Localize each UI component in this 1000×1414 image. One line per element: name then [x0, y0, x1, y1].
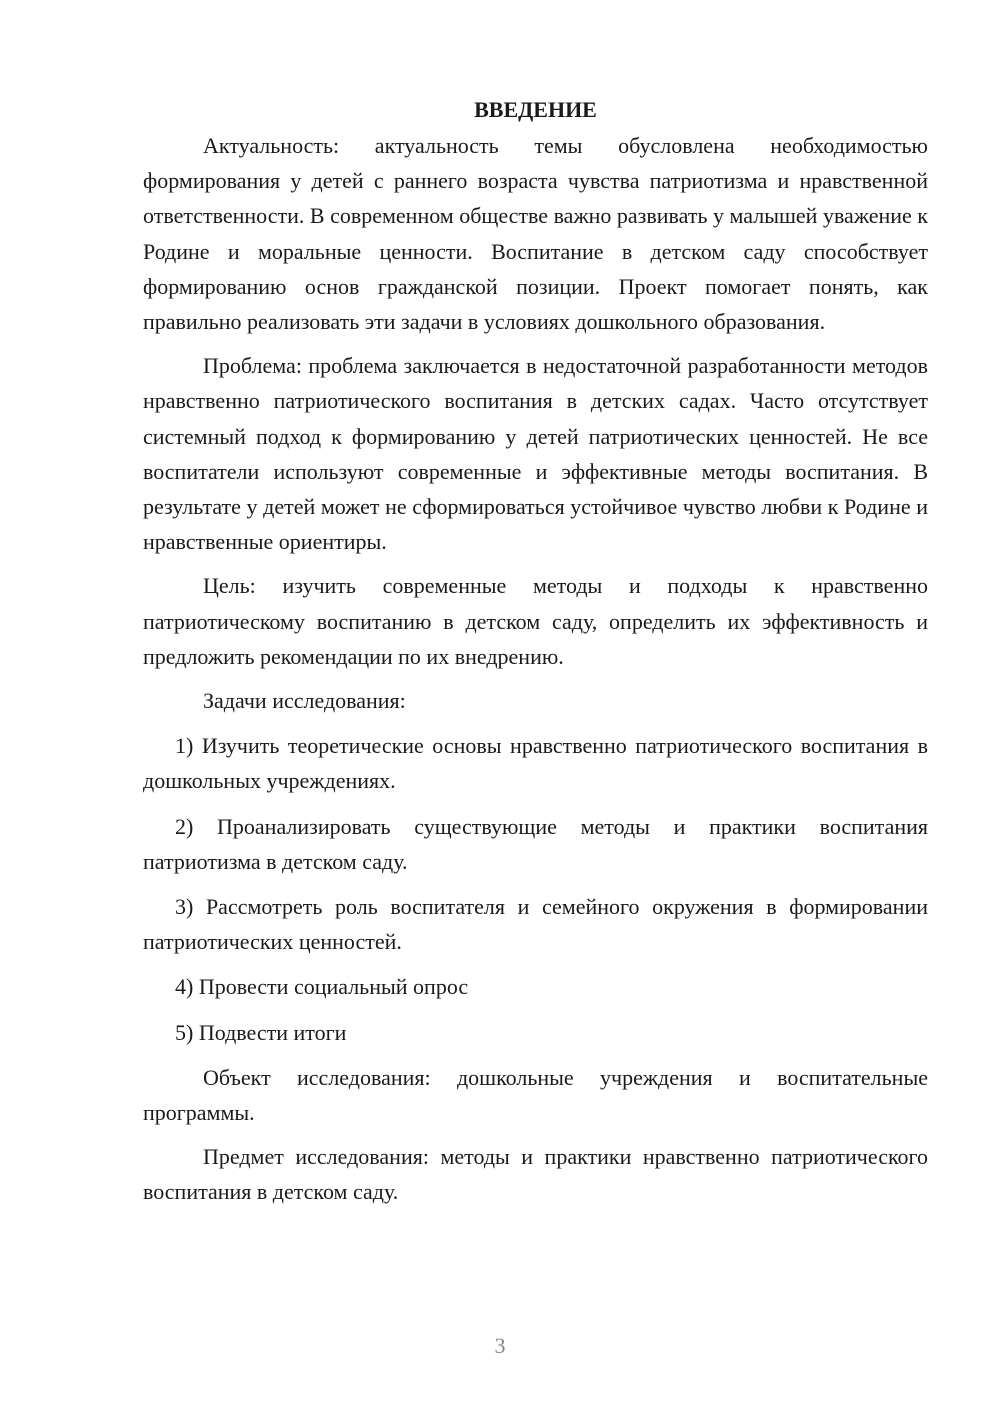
list-item: 2) Проанализировать существующие методы и практики воспитания патриотизма в детском саду.	[143, 813, 928, 874]
tasks-heading: Задачи исследования:	[203, 688, 406, 714]
problem-paragraph: Проблема: проблема заключается в недостаточной разработанности методов нравственно патриотического воспитания в детских садах. Часто отсутствует системный подход к формированию у детей патриотических ценностей. Не все воспитатели используют современные и эффективные методы воспитания. В результате у детей может не сформироваться устойчивое чувство любви к Родине и нравственные ориентиры.	[143, 353, 928, 555]
object-paragraph: Объект исследования: дошкольные учреждения и воспитательные программы.	[143, 1064, 928, 1126]
relevance-paragraph: Актуальность: актуальность темы обусловлена необходимостью формирования у детей с раннего возраста чувства патриотизма и нравственной ответственности. В современном обществе важно развивать у малышей уважение к Родине и моральные ценности. Воспитание в детском саду способствует формированию основ гражданской позиции. Проект помогает понять, как правильно реализовать эти задачи в условиях дошкольного образования.	[143, 133, 928, 335]
subject-paragraph: Предмет исследования: методы и практики нравственно патриотического воспитания в детском саду.	[143, 1144, 928, 1205]
page-number: 3	[494, 1333, 506, 1358]
list-item: 3) Рассмотреть роль воспитателя и семейного окружения в формировании патриотических ценностей.	[143, 894, 928, 955]
document-page	[143, 92, 928, 1219]
tasks-list	[143, 728, 928, 1050]
page-title: ВВЕДЕНИЕ	[474, 97, 597, 122]
list-item: 4) Провести социальный опрос	[175, 974, 469, 1000]
list-item: 1) Изучить теоретические основы нравственно патриотического воспитания в дошкольных учреждениях.	[143, 733, 928, 794]
goal-paragraph: Цель: изучить современные методы и подходы к нравственно патриотическому воспитанию в детском саду, определить их эффективность и предложить рекомендации по их внедрению.	[143, 573, 928, 669]
list-item: 5) Подвести итоги	[175, 1019, 347, 1045]
